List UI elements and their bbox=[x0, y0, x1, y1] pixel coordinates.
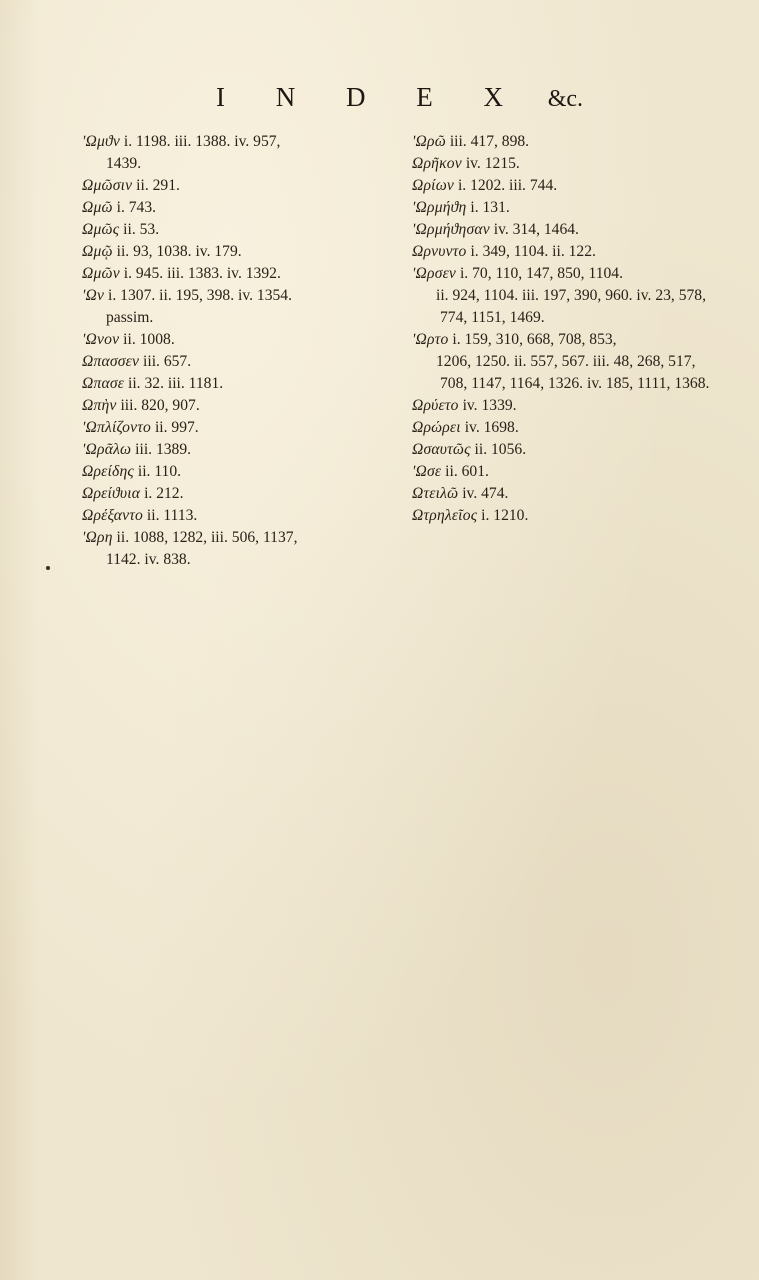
index-entry bbox=[412, 219, 712, 241]
index-references-continued: 1142. iv. 838. bbox=[106, 551, 191, 568]
index-title: I N D E X bbox=[215, 82, 525, 112]
index-headword: ʹΩσε bbox=[412, 463, 442, 480]
index-entry bbox=[82, 131, 392, 175]
index-headword: Ωμῶσιν bbox=[82, 177, 133, 194]
index-entry bbox=[82, 219, 392, 241]
index-entry bbox=[412, 241, 712, 263]
index-entry bbox=[412, 263, 712, 329]
index-headword: Ωρνυντο bbox=[412, 243, 467, 260]
index-references: iii. 657. bbox=[143, 353, 192, 370]
index-headword: ʹΩπλίζοντο bbox=[82, 419, 152, 436]
index-headword: Ωτρηλεῖος bbox=[412, 507, 478, 524]
index-references: i. 1210. bbox=[481, 507, 529, 524]
index-references: i. 945. iii. 1383. iv. 1392. bbox=[123, 265, 281, 282]
index-entry bbox=[412, 505, 712, 527]
index-references: iv. 1698. bbox=[464, 419, 519, 436]
index-references: i. 212. bbox=[144, 485, 184, 502]
index-references-continued: 1439. bbox=[106, 155, 142, 172]
index-entry bbox=[82, 351, 392, 373]
index-references: i. 743. bbox=[116, 199, 157, 216]
index-entry bbox=[412, 439, 712, 461]
index-entry bbox=[412, 483, 712, 505]
index-headword: ʹΩν bbox=[82, 287, 105, 304]
index-entry bbox=[82, 373, 392, 395]
index-headword: Ωτειλῶ bbox=[412, 485, 459, 502]
index-entry bbox=[82, 505, 392, 527]
index-entry bbox=[82, 197, 392, 219]
index-headword: Ωρέξαντο bbox=[82, 507, 144, 524]
index-headword: Ωσαυτῶς bbox=[412, 441, 471, 458]
index-entry bbox=[82, 417, 392, 439]
index-headword: Ωρύετο bbox=[412, 397, 459, 414]
index-entry bbox=[82, 285, 392, 329]
index-column-right bbox=[412, 131, 712, 527]
index-references: i. 349, 1104. ii. 122. bbox=[470, 243, 596, 260]
index-headword: ʹΩρῶ bbox=[412, 133, 446, 150]
index-references: i. 1307. ii. 195, 398. iv. 1354. bbox=[108, 287, 292, 304]
index-references: ii. 53. bbox=[123, 221, 160, 238]
index-references: iii. 820, 907. bbox=[120, 397, 200, 414]
index-references-continued: 1206, 1250. ii. 557, 567. iii. 48, 268, 517, 708, 1147, 1164, 1326. iv. 185, 1111, 1368. bbox=[436, 353, 710, 392]
etc-mark: &c. bbox=[547, 86, 584, 112]
index-references: iv. 1339. bbox=[462, 397, 517, 414]
index-entry bbox=[82, 263, 392, 285]
index-headword: Ωρώρει bbox=[412, 419, 461, 436]
index-references: ii. 1008. bbox=[123, 331, 175, 348]
index-entry bbox=[82, 461, 392, 483]
index-headword: ʹΩρτο bbox=[412, 331, 449, 348]
index-headword: ʹΩρμήϑησαν bbox=[412, 221, 490, 238]
index-references: ii. 1088, 1282, iii. 506, 1137, bbox=[116, 529, 298, 546]
index-headword: Ωπασε bbox=[82, 375, 125, 392]
index-references: i. 159, 310, 668, 708, 853, bbox=[452, 331, 617, 348]
index-references: ii. 93, 1038. iv. 179. bbox=[116, 243, 242, 260]
index-column-left bbox=[82, 131, 392, 571]
index-entry bbox=[412, 395, 712, 417]
index-references: ii. 291. bbox=[136, 177, 180, 194]
index-entry bbox=[82, 439, 392, 461]
index-entry bbox=[82, 329, 392, 351]
index-references: i. 1202. iii. 744. bbox=[457, 177, 558, 194]
index-entry bbox=[82, 483, 392, 505]
index-references: i. 131. bbox=[470, 199, 510, 216]
index-entry bbox=[412, 197, 712, 219]
index-references-continued: ii. 924, 1104. iii. 197, 390, 960. iv. 23, 578, 774, 1151, 1469. bbox=[436, 287, 707, 326]
index-references: iii. 1389. bbox=[135, 441, 192, 458]
index-references: ii. 110. bbox=[137, 463, 182, 480]
index-entry bbox=[412, 329, 712, 395]
index-references: ii. 997. bbox=[154, 419, 199, 436]
index-references: iv. 474. bbox=[462, 485, 509, 502]
index-references: i. 70, 110, 147, 850, 1104. bbox=[459, 265, 623, 282]
index-headword: ʹΩρᾶλω bbox=[82, 441, 132, 458]
index-references: ii. 1056. bbox=[474, 441, 527, 458]
index-entry bbox=[412, 461, 712, 483]
index-entry bbox=[412, 131, 712, 153]
index-headword: Ωρείϑυια bbox=[82, 485, 141, 502]
index-headword: ʹΩρσεν bbox=[412, 265, 457, 282]
index-references: ii. 32. iii. 1181. bbox=[128, 375, 224, 392]
index-entry bbox=[82, 241, 392, 263]
index-references: i. 1198. iii. 1388. iv. 957, bbox=[123, 133, 281, 150]
index-headword: ʹΩρμήϑη bbox=[412, 199, 467, 216]
index-headword: Ωρείδης bbox=[82, 463, 134, 480]
index-references: iii. 417, 898. bbox=[449, 133, 530, 150]
index-headword: ʹΩμϑν bbox=[82, 133, 121, 150]
index-headword: Ωμῷ bbox=[82, 243, 113, 260]
index-headword: Ωμῶ bbox=[82, 199, 113, 216]
index-entry bbox=[412, 417, 712, 439]
ink-blot bbox=[46, 566, 50, 570]
index-entry bbox=[412, 153, 712, 175]
index-headword: ʹΩρη bbox=[82, 529, 113, 546]
index-entry bbox=[82, 175, 392, 197]
index-headword: Ωπασσεν bbox=[82, 353, 140, 370]
index-entry bbox=[412, 175, 712, 197]
index-references: ii. 601. bbox=[445, 463, 489, 480]
index-references: iv. 314, 1464. bbox=[493, 221, 579, 238]
index-headword: Ωρῆκον bbox=[412, 155, 462, 172]
index-headword: ʹΩνον bbox=[82, 331, 120, 348]
index-references-continued: passim. bbox=[106, 309, 154, 326]
index-headword: Ωμῶς bbox=[82, 221, 120, 238]
index-entry bbox=[82, 395, 392, 417]
index-references: ii. 1113. bbox=[146, 507, 198, 524]
index-references: iv. 1215. bbox=[465, 155, 520, 172]
index-entry bbox=[82, 527, 392, 571]
index-headword: Ωπὴν bbox=[82, 397, 117, 414]
index-headword: Ωμῶν bbox=[82, 265, 120, 282]
page-header bbox=[0, 82, 759, 113]
index-headword: Ωρίων bbox=[412, 177, 455, 194]
